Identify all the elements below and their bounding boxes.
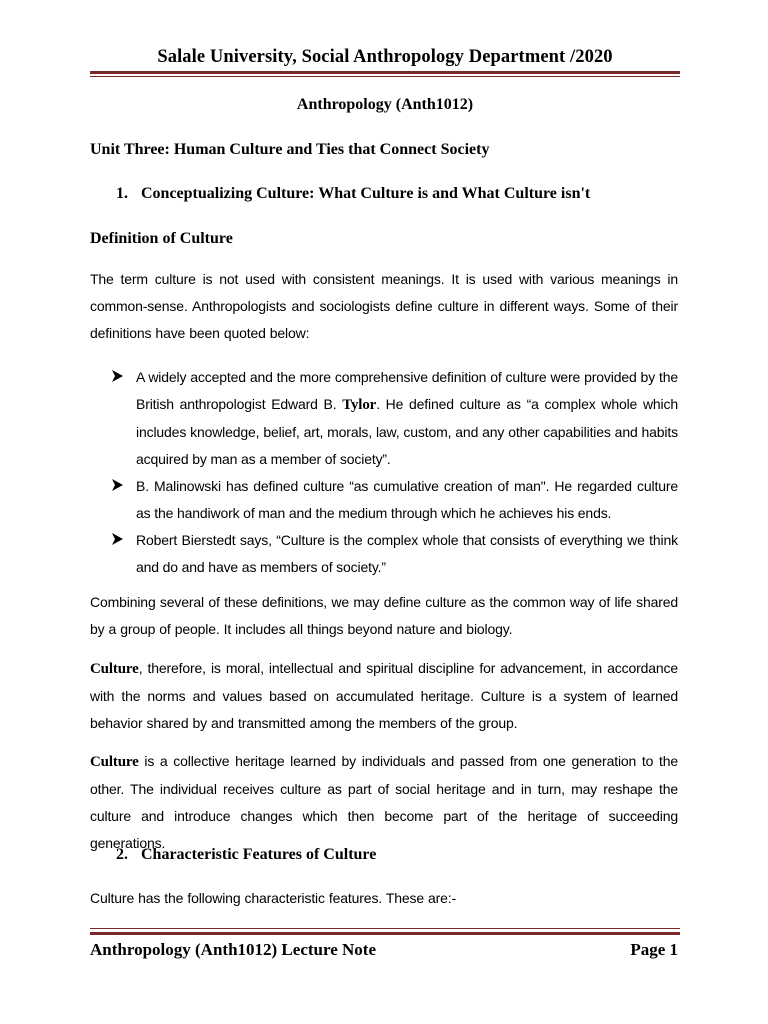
culture-bold-term: Culture	[90, 661, 139, 677]
bullet-item-bierstedt	[112, 527, 678, 581]
footer-rule-thin	[90, 928, 680, 929]
section-number: 1.	[116, 185, 128, 202]
bullet-item-tylor	[112, 364, 678, 473]
unit-title: Unit Three: Human Culture and Ties that Connect Society	[90, 141, 490, 158]
culture-paragraph-text: is a collective heritage learned by individuals and passed from one generation to the other. The individual receives culture as part of social heritage and in turn, may reshape the culture and introduce changes which then become part of the heritage of succeeding generations.	[90, 753, 678, 851]
culture-bold-term: Culture	[90, 754, 139, 770]
bullet-text	[136, 364, 678, 473]
arrow-bullet-icon	[112, 370, 123, 382]
bullet-text: Robert Bierstedt says, “Culture is the complex whole that consists of everything we think and do and have as members of society.”	[136, 532, 678, 575]
section-title: Characteristic Features of Culture	[141, 846, 377, 863]
arrow-bullet-icon	[112, 479, 123, 491]
header-rule-thin	[90, 76, 680, 77]
bullet-bold-name: Tylor	[342, 397, 377, 413]
header-title: Salale University, Social Anthropology Department /2020	[157, 47, 613, 67]
footer-rule-thick	[90, 932, 680, 935]
bullet-text-part: . He defined culture as “a complex whole which includes knowledge, belief, art, morals, law, custom, and any other capabilities and habits acquired by man as a member of society”.	[136, 396, 678, 467]
page-number: Page 1	[630, 940, 678, 959]
culture-paragraph-1	[90, 655, 678, 737]
combining-paragraph: Combining several of these definitions, we may define culture as the common way of life shared by a group of people. It includes all things beyond nature and biology.	[90, 594, 678, 637]
definition-heading: Definition of Culture	[90, 230, 233, 247]
culture-paragraph-text: , therefore, is moral, intellectual and spiritual discipline for advancement, in accordance with the norms and values based on accumulated heritage. Culture is a system of learned behavior shared by and transmitted among the members of the group.	[90, 660, 678, 731]
section-heading-1	[116, 185, 590, 203]
culture-paragraph-2	[90, 748, 678, 857]
course-title: Anthropology (Anth1012)	[296, 96, 474, 113]
intro-paragraph: The term culture is not used with consistent meanings. It is used with various meanings in common-sense. Anthropologists and sociologists define culture in different ways. Some of their definitions have been quoted below:	[90, 271, 678, 341]
definition-bullet-list	[112, 364, 678, 581]
bullet-text: B. Malinowski has defined culture “as cumulative creation of man". He regarded culture as the handiwork of man and the medium through which he achieves his ends.	[136, 478, 678, 521]
bullet-text-part: A widely accepted and the more comprehensive definition of culture were provided by the British anthropologist Edward B.	[136, 369, 678, 412]
features-intro: Culture has the following characteristic features. These are:-	[90, 890, 457, 906]
section-title: Conceptualizing Culture: What Culture is and What Culture isn't	[141, 185, 591, 202]
bullet-item-malinowski	[112, 473, 678, 527]
header-rule-thick	[90, 71, 680, 74]
arrow-bullet-icon	[112, 533, 123, 545]
footer-note-title: Anthropology (Anth1012) Lecture Note	[90, 940, 376, 959]
section-number: 2.	[116, 846, 128, 863]
section-heading-2	[116, 846, 376, 864]
